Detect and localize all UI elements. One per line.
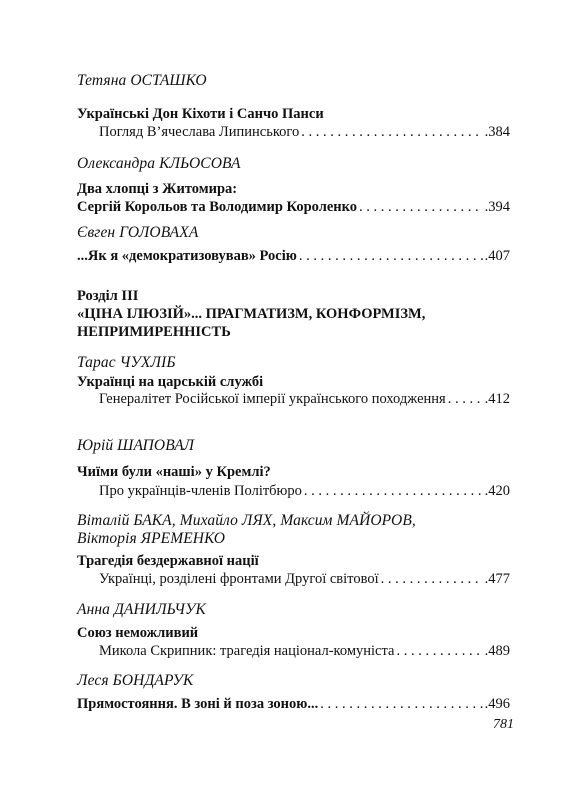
page-number: .496 bbox=[484, 696, 510, 712]
article-title: Чиїми були «наші» у Кремлі? bbox=[77, 464, 271, 480]
dot-leader bbox=[396, 642, 482, 660]
author-name: Леся БОНДАРУК bbox=[77, 672, 194, 689]
toc-line[interactable] bbox=[99, 123, 510, 141]
article-title: Союз неможливий bbox=[77, 625, 199, 641]
article-title: ...Як я «демократизовував» Росію bbox=[77, 248, 297, 264]
page-number: .407 bbox=[484, 248, 510, 264]
folio-page-number: 781 bbox=[493, 717, 514, 732]
author-name: Юрій ШАПОВАЛ bbox=[77, 437, 195, 454]
article-subtitle: Микола Скрипник: трагедія націонал-комуніста bbox=[99, 643, 395, 659]
dot-leader bbox=[299, 247, 483, 265]
toc-line[interactable] bbox=[77, 247, 510, 265]
dot-leader bbox=[448, 390, 483, 408]
article-title: Українські Дон Кіхоти і Санчо Панси bbox=[77, 106, 324, 122]
article-subtitle: Про українців-членів Політбюро bbox=[99, 483, 302, 499]
article-subtitle: Погляд В’ячеслава Липинського bbox=[99, 124, 300, 140]
page-number: .412 bbox=[484, 391, 510, 407]
dot-leader bbox=[301, 123, 482, 141]
dot-leader bbox=[320, 695, 482, 713]
section-title-continued: НЕПРИМИРЕННІСТЬ bbox=[77, 324, 231, 340]
dot-leader bbox=[304, 482, 483, 500]
toc-line[interactable] bbox=[99, 570, 510, 588]
author-name: Анна ДАНИЛЬЧУК bbox=[77, 601, 206, 618]
author-name: Віталій БАКА, Михайло ЛЯХ, Максим МАЙОРОВ, bbox=[77, 512, 416, 529]
author-name: Євген ГОЛОВАХА bbox=[77, 224, 199, 241]
article-title: Два хлопці з Житомира: bbox=[77, 181, 238, 197]
toc-line[interactable] bbox=[77, 695, 510, 713]
page-number: .394 bbox=[484, 199, 510, 215]
page-number: .420 bbox=[484, 483, 510, 499]
toc-line[interactable] bbox=[77, 198, 510, 216]
page-number: .477 bbox=[484, 571, 510, 587]
article-title: Трагедія бездержавної нації bbox=[77, 553, 259, 569]
section-label: Розділ ІІІ bbox=[77, 288, 139, 304]
article-title: Українці на царській службі bbox=[77, 374, 264, 390]
section-title: «ЦІНА ІЛЮЗІЙ»... ПРАГМАТИЗМ, КОНФОРМІЗМ, bbox=[77, 306, 426, 322]
article-subtitle: Українці, розділені фронтами Другої світової bbox=[99, 571, 379, 587]
author-name: Тетяна ОСТАШКО bbox=[77, 72, 207, 89]
toc-line[interactable] bbox=[99, 642, 510, 660]
article-title-continued: Сергій Корольов та Володимир Короленко bbox=[77, 199, 358, 215]
article-subtitle: Генералітет Російської імперії українського походження bbox=[99, 391, 446, 407]
toc-line[interactable] bbox=[99, 482, 510, 500]
page-number: .384 bbox=[484, 124, 510, 140]
toc-line[interactable] bbox=[99, 390, 510, 408]
author-name: Тарас ЧУХЛІБ bbox=[77, 354, 176, 371]
article-title: Прямостояння. В зоні й поза зоною... bbox=[77, 696, 319, 712]
page-number: .489 bbox=[484, 643, 510, 659]
dot-leader bbox=[359, 198, 483, 216]
author-name: Олександра КЛЬОСОВА bbox=[77, 155, 241, 172]
dot-leader bbox=[381, 570, 483, 588]
author-name-continued: Вікторія ЯРЕМЕНКО bbox=[77, 530, 226, 547]
